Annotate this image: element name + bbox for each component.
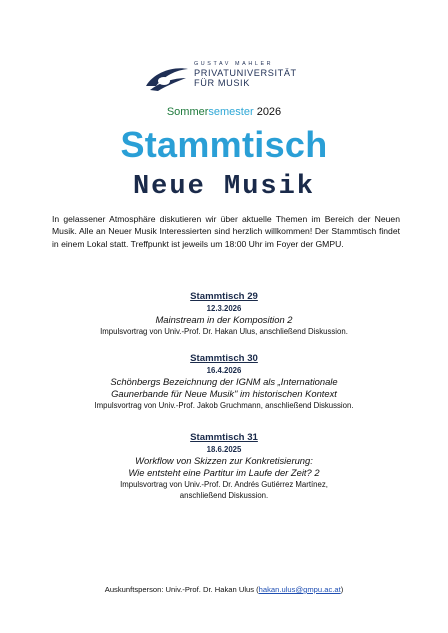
semester-part-1: Sommer bbox=[166, 106, 209, 118]
page-title: Stammtisch bbox=[120, 124, 328, 165]
university-logo bbox=[144, 60, 314, 96]
logo-swoosh-icon bbox=[144, 66, 190, 92]
event-speaker: Impulsvortrag von Univ.-Prof. Jakob Gruchmann, anschließend Diskussion. bbox=[94, 401, 354, 410]
event-topic-line-2: Wie entsteht eine Partitur im Laufe der Zeit? 2 bbox=[128, 467, 320, 478]
contact-email-link[interactable]: hakan.ulus@gmpu.ac.at bbox=[258, 585, 341, 594]
event-topic-line-1: Schönbergs Bezeichnung der IGNM als „Internationale bbox=[110, 376, 338, 387]
logo-line-1: GUSTAV MAHLER bbox=[194, 61, 274, 67]
contact-label: Auskunftsperson: Univ.-Prof. Dr. Hakan Ulus ( bbox=[104, 585, 259, 594]
logo-text bbox=[194, 60, 297, 88]
page-subtitle: Neue Musik bbox=[132, 172, 316, 202]
contact-footer bbox=[0, 585, 448, 594]
event-title: Stammtisch 30 bbox=[190, 353, 258, 364]
intro-paragraph: In gelassener Atmosphäre diskutieren wir über aktuelle Themen im Bereich der Neuen Musik. Alle an Neuer Musik Interessierten sind herzlich willkommen! Der Stammtisch findet in einem Lokal statt. Treffpunkt ist jeweils um 18:00 Uhr im Foyer der GMPU. bbox=[52, 214, 400, 249]
event-speaker-line-1: Impulsvortrag von Univ.-Prof. Dr. Andrés Gutiérrez Martínez, bbox=[120, 480, 328, 489]
event-block-31 bbox=[40, 432, 408, 501]
event-date: 16.4.2026 bbox=[206, 366, 242, 375]
semester-year: 2026 bbox=[253, 106, 282, 118]
logo-line-2: PRIVATUNIVERSITÄT bbox=[194, 68, 297, 78]
event-block-29 bbox=[40, 291, 408, 337]
event-block-30 bbox=[40, 353, 408, 411]
contact-close: ) bbox=[340, 585, 344, 594]
event-speaker: Impulsvortrag von Univ.-Prof. Dr. Hakan Ulus, anschließend Diskussion. bbox=[100, 327, 348, 336]
semester-part-2: semester bbox=[208, 106, 254, 118]
event-speaker-line-2: anschließend Diskussion. bbox=[179, 491, 269, 500]
event-topic-line-1: Workflow von Skizzen zur Konkretisierung: bbox=[135, 455, 313, 466]
event-date: 12.3.2026 bbox=[206, 304, 242, 313]
logo-line-3: FÜR MUSIK bbox=[194, 78, 250, 88]
event-topic: Mainstream in der Komposition 2 bbox=[155, 314, 293, 325]
event-title: Stammtisch 29 bbox=[190, 291, 258, 302]
event-date: 18.6.2025 bbox=[206, 445, 242, 454]
semester-label bbox=[0, 106, 448, 118]
event-topic-line-2: Gaunerbande für Neue Musik" im historischen Kontext bbox=[111, 388, 337, 399]
event-title: Stammtisch 31 bbox=[190, 432, 258, 443]
